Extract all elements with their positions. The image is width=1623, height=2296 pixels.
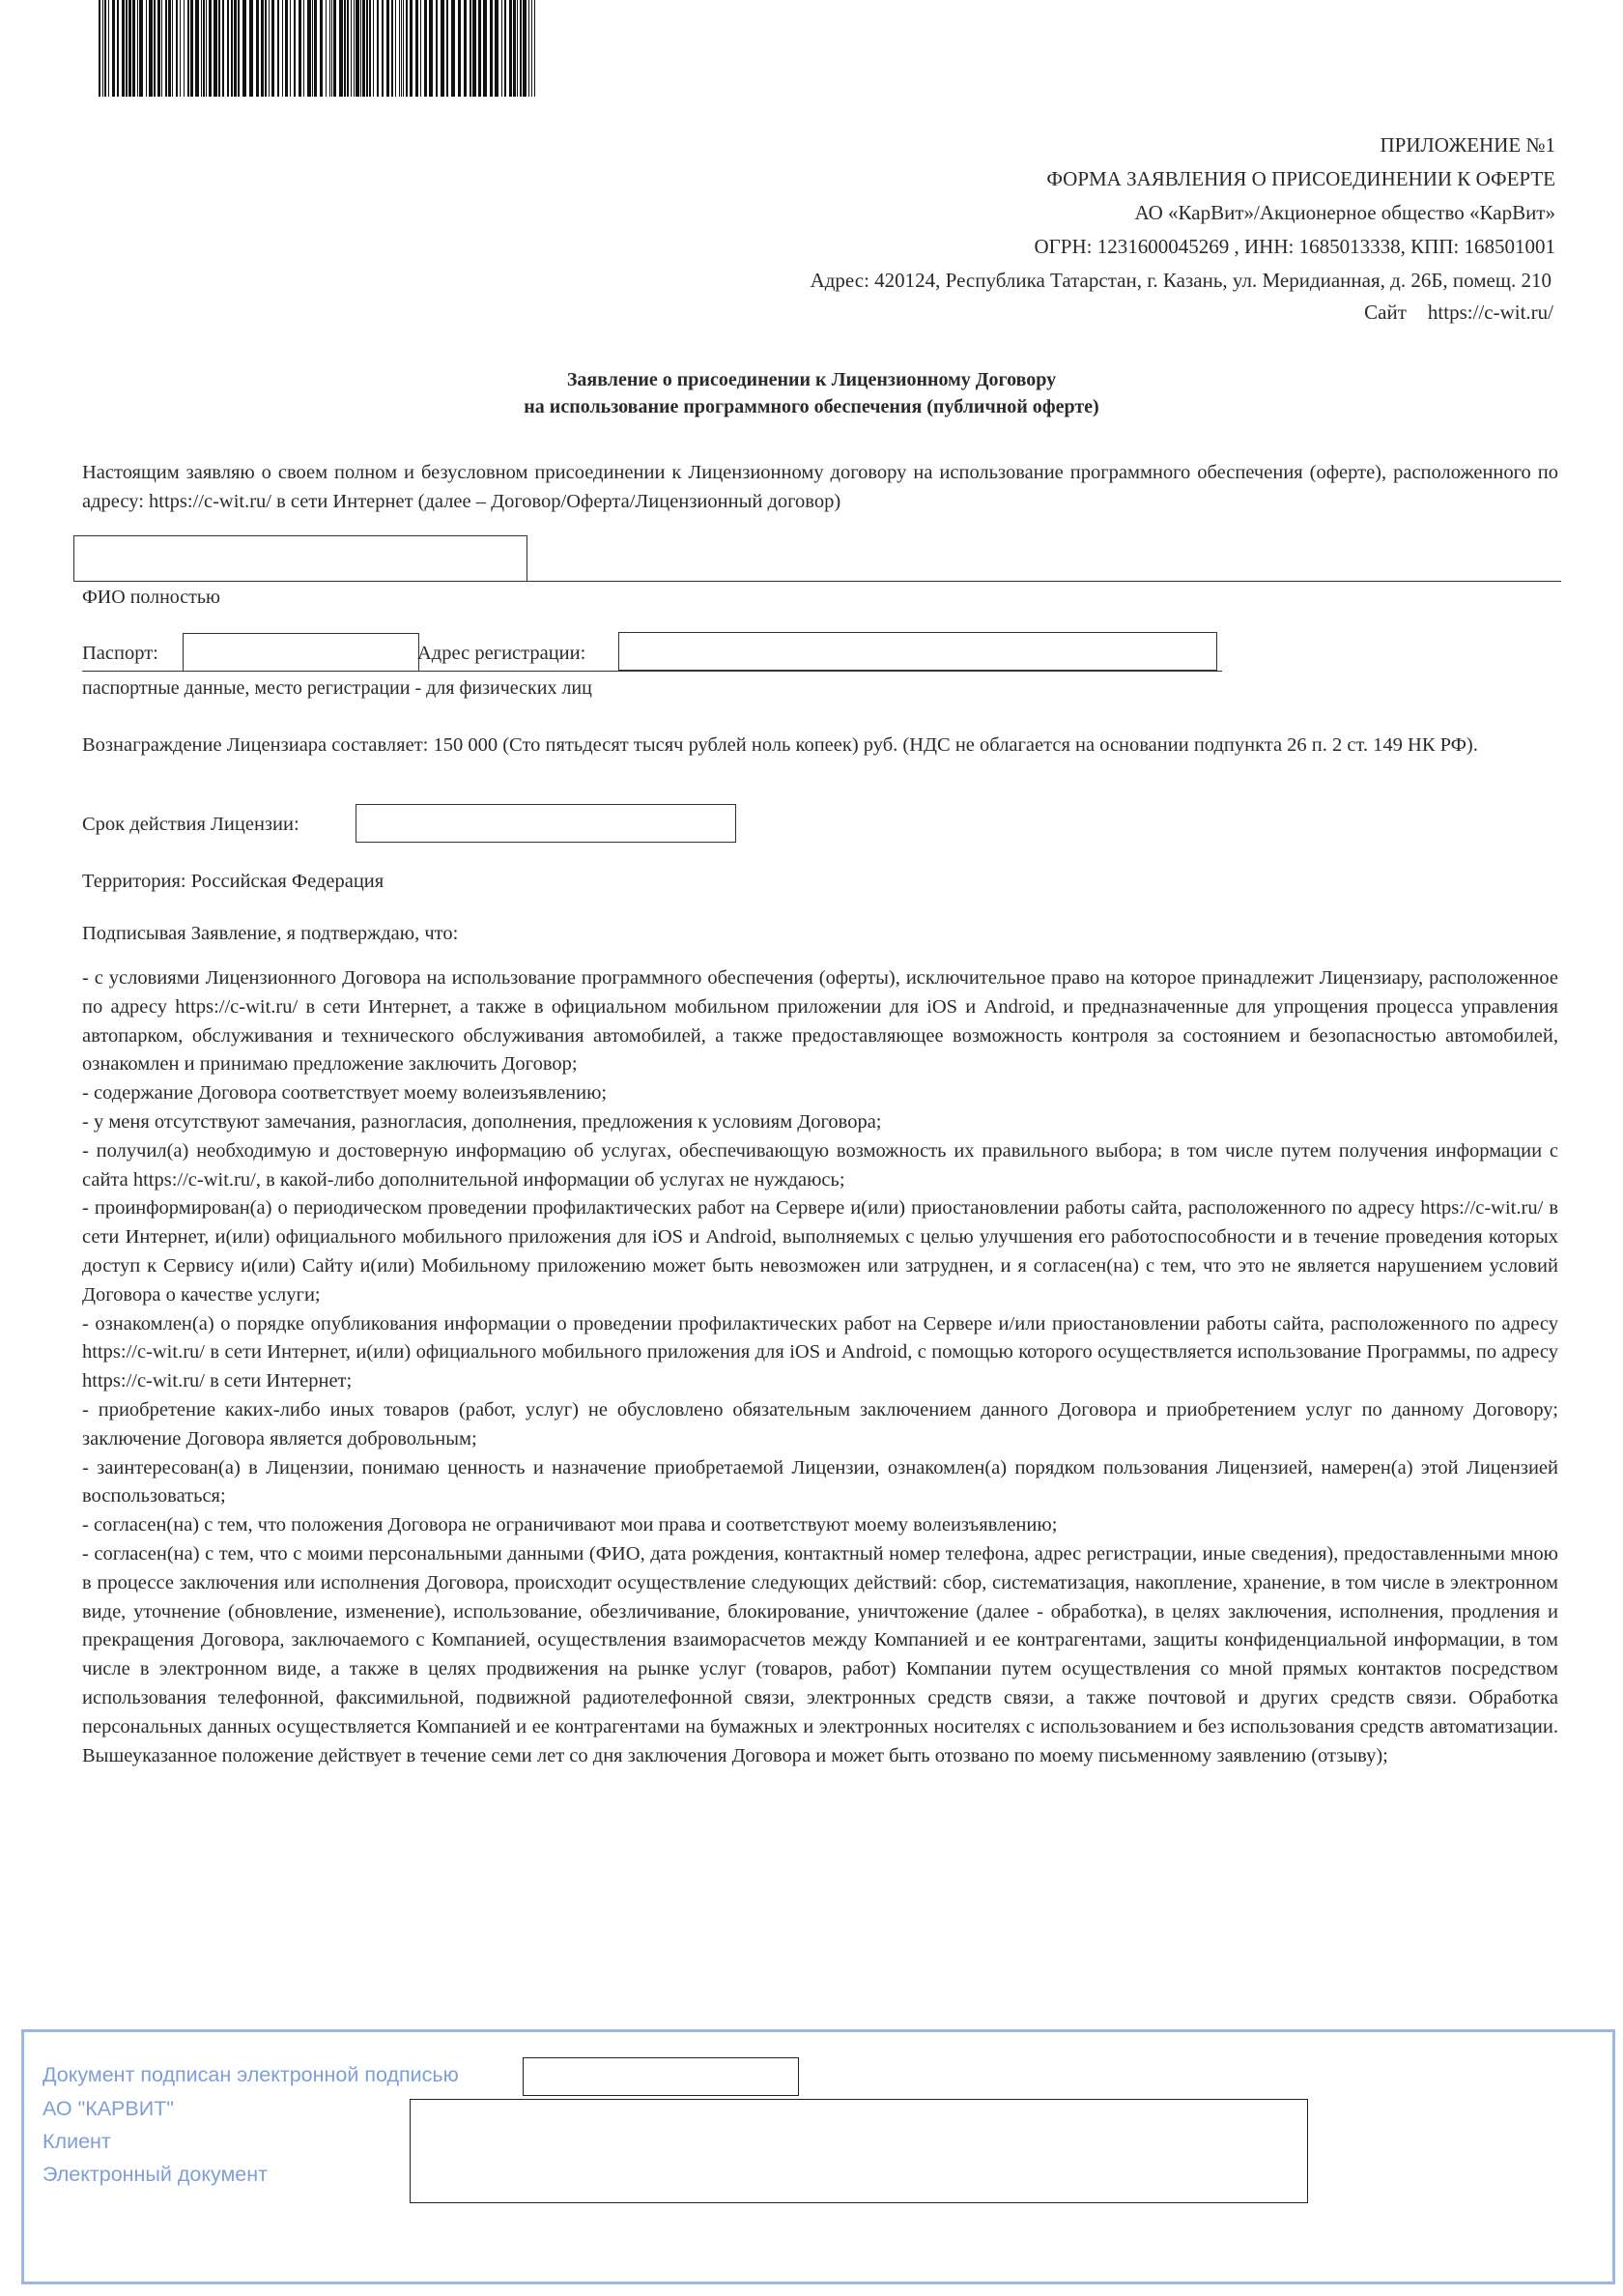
barcode-bar: [377, 0, 379, 97]
barcode-bar: [362, 0, 365, 97]
barcode-bar: [415, 0, 418, 97]
fio-underline: [527, 581, 1561, 582]
barcode-bar: [218, 0, 220, 97]
barcode-bar: [172, 0, 173, 97]
barcode-bar: [137, 0, 138, 97]
barcode-bar: [303, 0, 304, 97]
barcode-bar: [339, 0, 343, 97]
barcode-bar: [256, 0, 259, 97]
barcode-bar: [104, 0, 106, 97]
barcode-bar: [451, 0, 455, 97]
barcode-bar: [187, 0, 189, 97]
statement-title-line2: на использование программного обеспечения (публичной оферте): [524, 396, 1099, 417]
barcode-bar: [399, 0, 400, 97]
barcode-bar: [513, 0, 516, 97]
barcode-bar: [201, 0, 202, 97]
confirmation-item: - с условиями Лицензионного Договора на использование программного обеспечения (оферты), исключительное право на которое принадлежит Лицензиару, расположенное по адресу https://c-wit.ru/ в сети Интернет, а также в официальном мобильном приложении для iOS и Android, и предназначенные для упрощения процесса управления автопарком, обслуживания и технического обслуживания автомобилей, а также предоставляющее возможность контроля за состоянием и безопасностью автомобилей, ознакомлен и принимаю предложение заключить Договор;: [82, 967, 1558, 1076]
passport-underline: [82, 671, 1222, 672]
confirmation-list: [82, 964, 1558, 1770]
barcode-bar: [307, 0, 311, 97]
barcode-bar: [238, 0, 240, 97]
barcode-bar: [154, 0, 156, 97]
barcode-bar: [504, 0, 506, 97]
barcode-bar: [382, 0, 384, 97]
barcode-bar: [495, 0, 498, 97]
barcode-bar: [157, 0, 160, 97]
barcode-bar: [354, 0, 355, 97]
barcode-bar: [285, 0, 288, 97]
confirmation-item: - заинтересован(а) в Лицензии, понимаю ценность и назначение приобретаемой Лицензии, ознакомлен(а) порядком пользования Лицензией, намерен(а) этой Лицензией воспользоваться;: [82, 1456, 1558, 1507]
barcode-bar: [534, 0, 535, 97]
barcode-bar: [391, 0, 393, 97]
barcode-bar: [329, 0, 330, 97]
passport-note: паспортные данные, место регистрации - для физических лиц: [82, 677, 592, 699]
site-label: Сайт: [1364, 301, 1407, 324]
signature-details-field: [410, 2099, 1308, 2203]
passport-label: Паспорт:: [82, 643, 158, 664]
barcode-bar: [501, 0, 502, 97]
barcode-bar: [234, 0, 237, 97]
barcode-bar: [395, 0, 396, 97]
barcode-bar: [314, 0, 317, 97]
barcode-bar: [190, 0, 193, 97]
company-address: Адрес: 420124, Республика Татарстан, г. Казань, ул. Меридианная, д. 26Б, помещ. 210: [810, 269, 1552, 292]
barcode-bar: [176, 0, 178, 97]
barcode-bar: [165, 0, 167, 97]
barcode-bar: [331, 0, 332, 97]
barcode-bar: [483, 0, 487, 97]
confirmation-item: - ознакомлен(а) о порядке опубликования информации о проведении профилактических работ на Сервере и/или приостановлении работы сайта, расположенного по адресу https://c-wit.ru/ в сети Интернет, и(или) официального мобильного приложения для iOS и Android, с помощью которого осуществляется использование Программы, по адресу https://c-wit.ru/ в сети Интернет;: [82, 1312, 1558, 1392]
barcode-bar: [222, 0, 224, 97]
barcode-bar: [206, 0, 207, 97]
barcode-bar: [184, 0, 185, 97]
reward-paragraph: Вознаграждение Лицензиара составляет: 150 000 (Сто пятьдесят тысяч рублей ноль копеек) руб. (НДС не облагается на основании подпункта 26 п. 2 ст. 149 НК РФ).: [82, 734, 1478, 756]
barcode-bar: [312, 0, 313, 97]
barcode-bar: [369, 0, 371, 97]
barcode-bar: [366, 0, 368, 97]
barcode-bar: [446, 0, 448, 97]
barcode-bar: [356, 0, 359, 97]
barcode-bar: [406, 0, 408, 97]
site-url[interactable]: https://c-wit.ru/: [1427, 301, 1553, 324]
stamp-doc-type: Электронный документ: [43, 2163, 268, 2186]
barcode-bar: [351, 0, 352, 97]
address-field[interactable]: [618, 632, 1217, 671]
confirmation-item: - согласен(на) с тем, что положения Договора не ограничивают мои права и соответствуют моему волеизъявлению;: [82, 1514, 1058, 1536]
stamp-client: Клиент: [43, 2130, 111, 2153]
barcode-bar: [528, 0, 529, 97]
confirm-intro: Подписывая Заявление, я подтверждаю, что:: [82, 923, 459, 944]
barcode-bar: [227, 0, 229, 97]
barcode-bar: [520, 0, 522, 97]
barcode-bar: [126, 0, 128, 97]
barcode-bar: [132, 0, 135, 97]
barcode-bar: [347, 0, 349, 97]
barcode-bar: [290, 0, 291, 97]
intro-paragraph: Настоящим заявляю о своем полном и безусловном присоединении к Лицензионному договору на использование программного обеспечения (оферте), расположенного по адресу: https://c-wit.ru/ в сети Интернет (далее – Договор/Оферта/Лицензионный договор): [82, 462, 1558, 512]
barcode-bar: [146, 0, 147, 97]
barcode-bar: [161, 0, 162, 97]
barcode-bar: [401, 0, 402, 97]
barcode-bar: [436, 0, 438, 97]
confirmation-item: - приобретение каких-либо иных товаров (работ, услуг) не обусловлено обязательным заключением данного Договора и приобретением услуг по данному Договору; заключение Договора является добровольным;: [82, 1398, 1558, 1449]
barcode-bar: [360, 0, 361, 97]
confirmation-item: - получил(а) необходимую и достоверную информацию об услугах, обеспечивающую возможность их правильного выбора; в том числе путем получения информации с сайта https://c-wit.ru/, в какой-либо дополнительной информации об услугах не нуждаюсь;: [82, 1139, 1558, 1191]
barcode-bar: [470, 0, 471, 97]
barcode-bar: [458, 0, 461, 97]
barcode-bar: [122, 0, 125, 97]
barcode-bar: [117, 0, 119, 97]
company-name: АО «КарВит»/Акционерное общество «КарВит»: [1134, 201, 1555, 224]
barcode-bar: [282, 0, 283, 97]
term-label: Срок действия Лицензии:: [82, 814, 299, 835]
term-field[interactable]: [356, 804, 736, 843]
barcode-bar: [490, 0, 493, 97]
fio-field[interactable]: [73, 535, 527, 582]
barcode-bar: [531, 0, 532, 97]
territory-text: Территория: Российская Федерация: [82, 871, 384, 892]
barcode-bar: [464, 0, 467, 97]
barcode-bar: [242, 0, 246, 97]
confirmation-item: - содержание Договора соответствует моему волеизъявлению;: [82, 1082, 608, 1105]
stamp-company: АО "КАРВИТ": [43, 2097, 174, 2120]
barcode-bar: [209, 0, 212, 97]
barcode-bar: [424, 0, 427, 97]
barcode-bar: [231, 0, 233, 97]
barcode-bar: [441, 0, 444, 97]
barcode-bar: [249, 0, 253, 97]
barcode-bar: [195, 0, 199, 97]
barcode-bar: [102, 0, 103, 97]
signature-id-field: [523, 2057, 799, 2096]
barcode-bar: [214, 0, 217, 97]
company-registration: ОГРН: 1231600045269 , ИНН: 1685013338, КПП: 168501001: [1034, 235, 1555, 258]
barcode-bar: [410, 0, 413, 97]
barcode-bar: [139, 0, 143, 97]
barcode-bar: [333, 0, 336, 97]
address-label: Адрес регистрации:: [417, 643, 586, 664]
barcode-bar: [168, 0, 171, 97]
barcode-bar: [344, 0, 346, 97]
barcode-bar: [294, 0, 296, 97]
barcode-bar: [271, 0, 274, 97]
passport-field[interactable]: [183, 633, 419, 672]
barcode-bar: [261, 0, 264, 97]
barcode-bar: [420, 0, 421, 97]
barcode-bar: [99, 0, 100, 97]
confirmation-item: - проинформирован(а) о периодическом проведении профилактических работ на Сервере и(или) приостановлении работы сайта, расположенного по адресу https://c-wit.ru/ в сети Интернет, и(или) официального мобильного приложения для iOS и Android, выполняемых с целью улучшения его работоспособности и в течение проведения которых доступ к Сервису и(или) Сайту и(или) Мобильному приложению может быть невозможен или затруднен, и я согласен(на) с тем, что это не является нарушением условий Договора о качестве услуги;: [82, 1197, 1558, 1306]
barcode-bar: [320, 0, 323, 97]
barcode-bar: [180, 0, 181, 97]
statement-title-line1: Заявление о присоединении к Лицензионному Договору: [566, 369, 1057, 390]
confirmation-item: - согласен(на) с тем, что с моими персональными данными (ФИО, дата рождения, контактный номер телефона, адрес регистрации, иные сведения), предоставленными мною в процессе заключения или исполнения Договора, происходит осуществление следующих действий: сбор, систематизация, накопление, хранение, в том числе в электронном виде, уточнение (обновление, изменение), использование, обезличивание, блокирование, уничтожение (далее - обработка), в целях заключения, исполнения, продления и прекращения Договора, заключаемого с Компанией, осуществления взаиморасчетов между Компанией и ее контрагентами, защиты конфиденциальной информации, в том числе в электронном виде, а также в целях продвижения на рынке услуг (товаров, работ) Компании путем осуществления со мной прямых контактов посредством использования телефонной, факсимильной, подвижной радиотелефонной связи, электронных средств связи, а также почтовой и других средств связи. Обработка персональных данных осуществляется Компанией и ее контрагентами на бумажных и электронных носителях с использованием и без использования средств автоматизации. Вышеуказанное положение действует в течение семи лет со дня заключения Договора и может быть отозвано по моему письменному заявлению (отзыву);: [82, 1542, 1558, 1766]
barcode-bar: [269, 0, 270, 97]
appendix-number: ПРИЛОЖЕНИЕ №1: [1380, 133, 1555, 157]
barcode-bar: [386, 0, 389, 97]
barcode-bar: [203, 0, 205, 97]
barcode-bar: [128, 0, 131, 97]
barcode-bar: [277, 0, 279, 97]
barcode-bar: [403, 0, 404, 97]
form-title: ФОРМА ЗАЯВЛЕНИЯ О ПРИСОЕДИНЕНИИ К ОФЕРТЕ: [1046, 167, 1555, 190]
barcode-bar: [373, 0, 374, 97]
barcode-bar: [517, 0, 518, 97]
barcode-image: [97, 0, 541, 99]
barcode-bar: [478, 0, 481, 97]
barcode-bar: [326, 0, 327, 97]
fio-label: ФИО полностью: [82, 587, 220, 608]
barcode-bar: [112, 0, 115, 97]
confirmation-item: - у меня отсутствуют замечания, разногласия, дополнения, предложения к условиям Договора;: [82, 1110, 882, 1133]
company-site: [1364, 302, 1553, 323]
barcode-bar: [299, 0, 301, 97]
barcode-bar: [429, 0, 433, 97]
barcode-bar: [149, 0, 153, 97]
barcode-bar: [108, 0, 109, 97]
barcode-bar: [509, 0, 512, 97]
barcode-bar: [523, 0, 527, 97]
stamp-signed-text: Документ подписан электронной подписью: [43, 2063, 459, 2086]
barcode-bar: [265, 0, 267, 97]
barcode-bar: [472, 0, 476, 97]
